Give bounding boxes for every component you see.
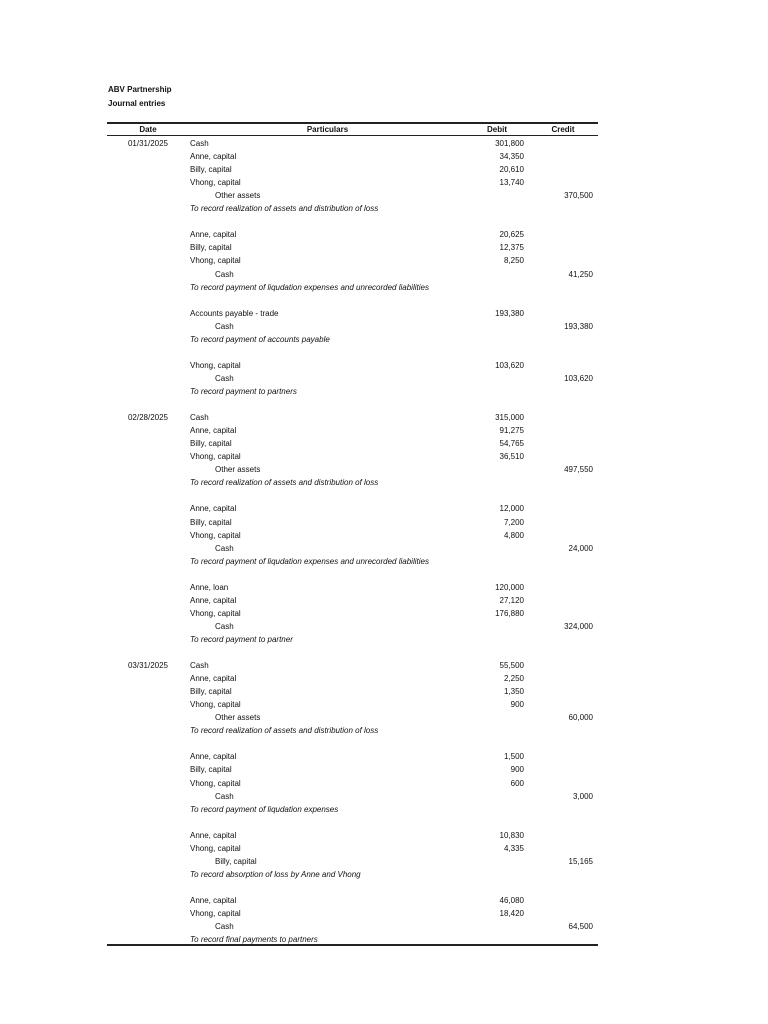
credit-amount: 103,620 [564,373,593,383]
debit-amount: 1,500 [503,752,524,762]
entry-date: 02/28/2025 [127,413,169,423]
credit-amount: 193,380 [564,321,593,331]
debit-account: Anne, loan [190,582,229,592]
debit-column-header: Debit [487,125,507,134]
debit-account: Vhong, capital [190,608,241,618]
credit-column-header: Credit [551,125,575,134]
debit-account: Billy, capital [190,687,232,697]
debit-account: Vhong, capital [190,843,241,853]
credit-amount: 370,500 [564,191,593,201]
debit-amount: 13,740 [499,178,524,188]
debit-amount: 54,765 [499,439,524,449]
debit-account: Vhong, capital [190,700,241,710]
debit-account: Billy, capital [190,439,232,449]
debit-account: Accounts payable - trade [190,308,279,318]
debit-account: Vhong, capital [190,256,241,266]
credit-amount: 41,250 [568,269,593,279]
debit-amount: 900 [510,700,524,710]
debit-account: Anne, capital [190,504,237,514]
credit-amount: 15,165 [568,856,593,866]
debit-account: Vhong, capital [190,909,241,918]
debit-account: Cash [190,413,209,423]
particulars-column-header: Particulars [306,125,349,134]
debit-account: Anne, capital [190,230,237,240]
debit-account: Billy, capital [190,243,232,253]
debit-amount: 4,800 [503,530,524,540]
credit-amount: 24,000 [568,543,593,553]
debit-amount: 120,000 [495,582,524,592]
debit-amount: 301,800 [495,139,524,148]
debit-amount: 315,000 [495,413,524,423]
debit-amount: 900 [510,765,524,775]
credit-amount: 3,000 [572,791,593,801]
credit-amount: 64,500 [568,922,593,931]
entry-description: To record realization of assets and distribution of loss [190,478,379,488]
debit-account: Anne, capital [190,752,237,762]
debit-amount: 103,620 [495,360,524,370]
credit-account: Other assets [215,465,261,475]
company-name: ABV Partnership [108,85,172,94]
entry-description: To record realization of assets and distribution of loss [190,726,379,736]
debit-account: Billy, capital [190,765,232,775]
debit-account: Vhong, capital [190,530,241,540]
debit-amount: 4,335 [503,843,524,853]
entry-date: 03/31/2025 [127,661,169,670]
entry-description: To record payment of liqudation expenses and unrecorded liabilities [190,556,429,566]
credit-account: Cash [215,922,234,931]
entry-description: To record payment of accounts payable [190,334,330,344]
debit-amount: 2,250 [503,674,524,684]
credit-account: Cash [215,621,234,631]
credit-account: Cash [215,543,234,553]
debit-account: Vhong, capital [190,360,241,370]
credit-account: Cash [215,269,234,279]
entry-description: To record final payments to partners [190,935,318,945]
debit-account: Anne, capital [190,674,237,684]
entry-description: To record payment to partner [190,634,293,644]
credit-account: Cash [215,321,234,331]
debit-account: Billy, capital [190,517,232,527]
credit-amount: 324,000 [564,621,593,631]
entry-date: 01/31/2025 [127,139,169,148]
credit-amount: 60,000 [568,713,593,723]
debit-amount: 12,000 [499,504,524,514]
debit-amount: 18,420 [499,909,524,918]
debit-amount: 46,080 [499,895,524,905]
debit-amount: 91,275 [499,426,524,436]
debit-account: Billy, capital [190,165,232,175]
entry-description: To record absorption of loss by Anne and Vhong [190,869,361,879]
debit-account: Vhong, capital [190,178,241,188]
credit-account: Billy, capital [215,856,257,866]
date-column-header: Date [139,125,157,134]
debit-amount: 36,510 [499,452,524,462]
debit-amount: 7,200 [503,517,524,527]
debit-amount: 34,350 [499,152,524,162]
report-subtitle: Journal entries [108,99,166,108]
debit-amount: 176,880 [495,608,524,618]
debit-account: Cash [190,139,209,148]
debit-amount: 193,380 [495,308,524,318]
debit-amount: 20,625 [499,230,524,240]
debit-account: Anne, capital [190,830,237,840]
entry-description: To record payment of liqudation expenses and unrecorded liabilities [190,282,429,292]
debit-account: Cash [190,661,209,670]
entry-description: To record realization of assets and distribution of loss [190,204,379,214]
credit-account: Cash [215,373,234,383]
debit-amount: 55,500 [499,661,524,670]
debit-account: Anne, capital [190,152,237,162]
debit-amount: 20,610 [499,165,524,175]
debit-amount: 600 [510,778,524,788]
debit-amount: 12,375 [499,243,524,253]
credit-account: Cash [215,791,234,801]
debit-account: Vhong, capital [190,778,241,788]
table-bottom-rule [107,944,598,946]
entry-description: To record payment to partners [190,387,297,396]
debit-amount: 8,250 [503,256,524,266]
credit-account: Other assets [215,713,261,723]
entry-description: To record payment of liqudation expenses [190,804,339,814]
debit-amount: 27,120 [499,595,524,605]
debit-account: Vhong, capital [190,452,241,462]
debit-amount: 1,350 [503,687,524,697]
debit-account: Anne, capital [190,895,237,905]
credit-amount: 497,550 [564,465,593,475]
credit-account: Other assets [215,191,261,201]
debit-account: Anne, capital [190,595,237,605]
debit-account: Anne, capital [190,426,237,436]
debit-amount: 10,830 [499,830,524,840]
